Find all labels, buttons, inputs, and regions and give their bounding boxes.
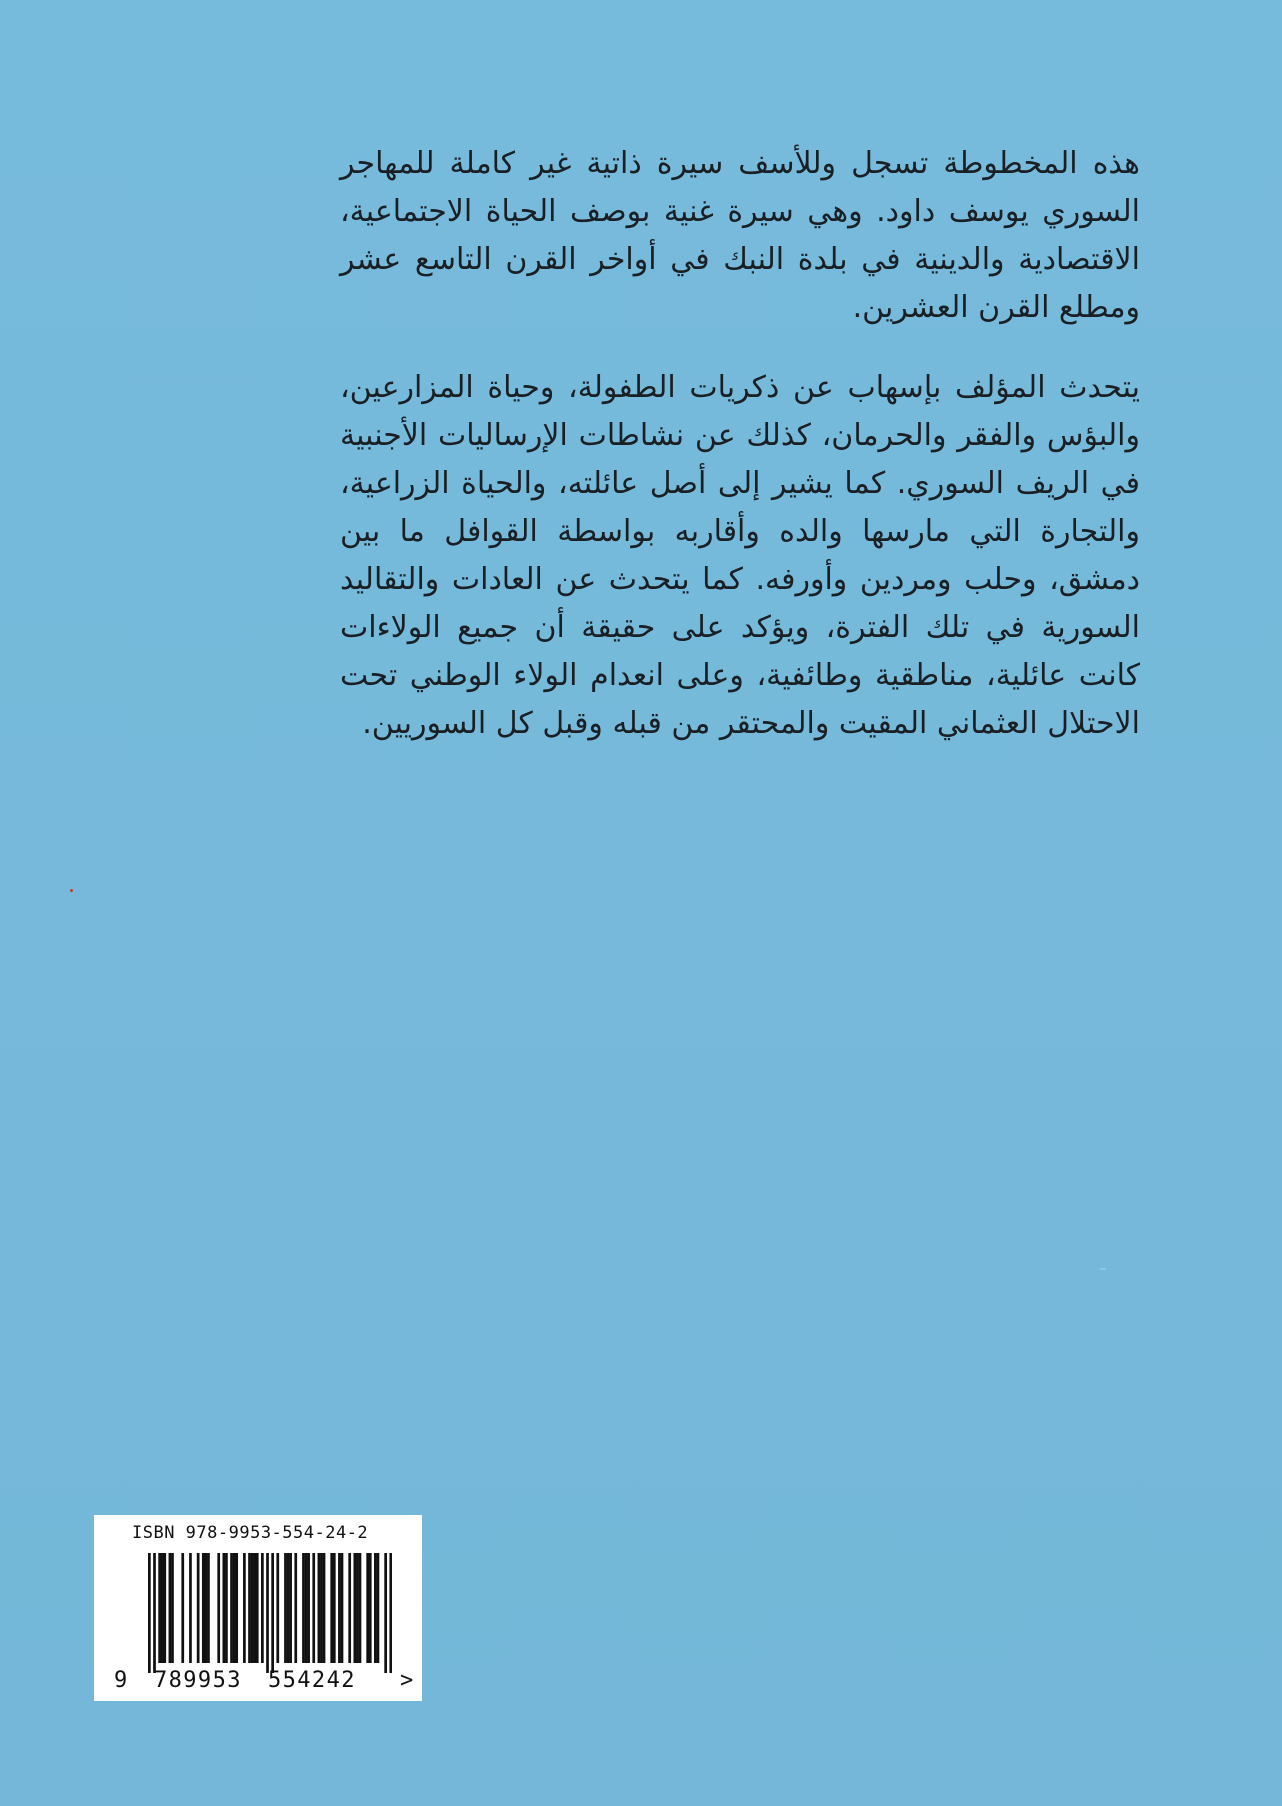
barcode-bar xyxy=(333,1553,336,1663)
barcode-bar xyxy=(158,1553,161,1663)
barcode-bar xyxy=(261,1553,264,1663)
barcode-bar xyxy=(366,1553,369,1663)
barcode-guard-bar xyxy=(153,1553,156,1673)
barcode-bar xyxy=(287,1553,290,1663)
barcode-bar xyxy=(256,1553,259,1663)
barcode-bar xyxy=(233,1553,236,1663)
barcode-bar xyxy=(312,1553,315,1663)
barcode-bar xyxy=(225,1553,228,1663)
barcode-bar xyxy=(341,1553,344,1663)
barcode-bar xyxy=(369,1553,372,1663)
barcode-bar xyxy=(284,1553,287,1663)
barcode-bar xyxy=(323,1553,326,1663)
barcode-guard-bar xyxy=(389,1553,392,1673)
barcode-bar xyxy=(318,1553,321,1663)
barcode-bar xyxy=(248,1553,251,1663)
barcode-bar xyxy=(217,1553,220,1663)
barcode-bar xyxy=(353,1553,356,1663)
barcode-bar xyxy=(359,1553,362,1663)
barcode-bar xyxy=(189,1553,192,1663)
barcode-bars xyxy=(148,1553,392,1673)
barcode-guard-bar xyxy=(384,1553,387,1673)
barcode-bar xyxy=(374,1553,377,1663)
print-speck xyxy=(70,889,73,892)
barcode-bar xyxy=(205,1553,208,1663)
barcode-bar xyxy=(294,1553,297,1663)
barcode-bar xyxy=(197,1553,200,1663)
barcode-bar xyxy=(348,1553,351,1663)
barcode-bar xyxy=(330,1553,333,1663)
blurb-text xyxy=(340,140,1140,780)
ean-first-digit: 9 xyxy=(114,1668,128,1693)
barcode-bar xyxy=(181,1553,184,1663)
barcode-bar xyxy=(161,1553,164,1663)
isbn-barcode-label xyxy=(94,1515,422,1701)
barcode-bar xyxy=(356,1553,359,1663)
barcode-guard-bar xyxy=(271,1553,274,1673)
barcode-bar xyxy=(235,1553,238,1663)
barcode-bar xyxy=(253,1553,256,1663)
ean-right-group: 554242 xyxy=(268,1668,356,1693)
barcode-bar xyxy=(307,1553,310,1663)
barcode-bar xyxy=(305,1553,308,1663)
barcode-bar xyxy=(289,1553,292,1663)
ean-left-group: 789953 xyxy=(154,1668,242,1693)
barcode-bar xyxy=(169,1553,172,1663)
barcode-bar xyxy=(302,1553,305,1663)
barcode-bar xyxy=(251,1553,254,1663)
barcode-guard-bar xyxy=(148,1553,151,1673)
barcode-bar xyxy=(222,1553,225,1663)
barcode-bar xyxy=(338,1553,341,1663)
blurb-paragraph-1: هذه المخطوطة تسجل وللأسف سيرة ذاتية غير كاملة للمهاجر السوري يوسف داود. وهي سيرة غنية بوصف الحياة الاجتماعية، الاقتصادية والدينية في بلدة النبك في أواخر القرن التاسع عشر ومطلع القرن العشرين. xyxy=(340,146,1140,325)
blurb-paragraph-2: يتحدث المؤلف بإسهاب عن ذكريات الطفولة، وحياة المزارعين، والبؤس والفقر والحرمان، كذلك عن نشاطات الإرساليات الأجنبية في الريف السوري. كما يشير إلى أصل عائلته، والحياة الزراعية، والتجارة التي مارسها والده وأقاربه بواسطة القوافل ما بين دمشق، وحلب ومردين وأورفه. كما يتحدث عن العادات والتقاليد السورية في تلك الفترة، ويؤكد على حقيقة أن جميع الولاءات كانت عائلية، مناطقية وطائفية، وعلى انعدام الولاء الوطني تحت الاحتلال العثماني المقيت والمحتقر من قبله وقبل كل السوريين. xyxy=(340,370,1140,741)
barcode-bar xyxy=(163,1553,166,1663)
barcode-bar xyxy=(377,1553,380,1663)
barcode-bar xyxy=(320,1553,323,1663)
barcode-bar xyxy=(207,1553,210,1663)
barcode-guard-bar xyxy=(266,1553,269,1673)
barcode-bar xyxy=(202,1553,205,1663)
isbn-number: ISBN 978-9953-554-24-2 xyxy=(132,1523,369,1543)
print-speck xyxy=(1100,1268,1106,1270)
barcode-bar xyxy=(171,1553,174,1663)
barcode-bar xyxy=(230,1553,233,1663)
barcode-bar xyxy=(243,1553,246,1663)
ean-quiet-zone-arrow: > xyxy=(400,1668,414,1693)
barcode-bar xyxy=(276,1553,279,1663)
